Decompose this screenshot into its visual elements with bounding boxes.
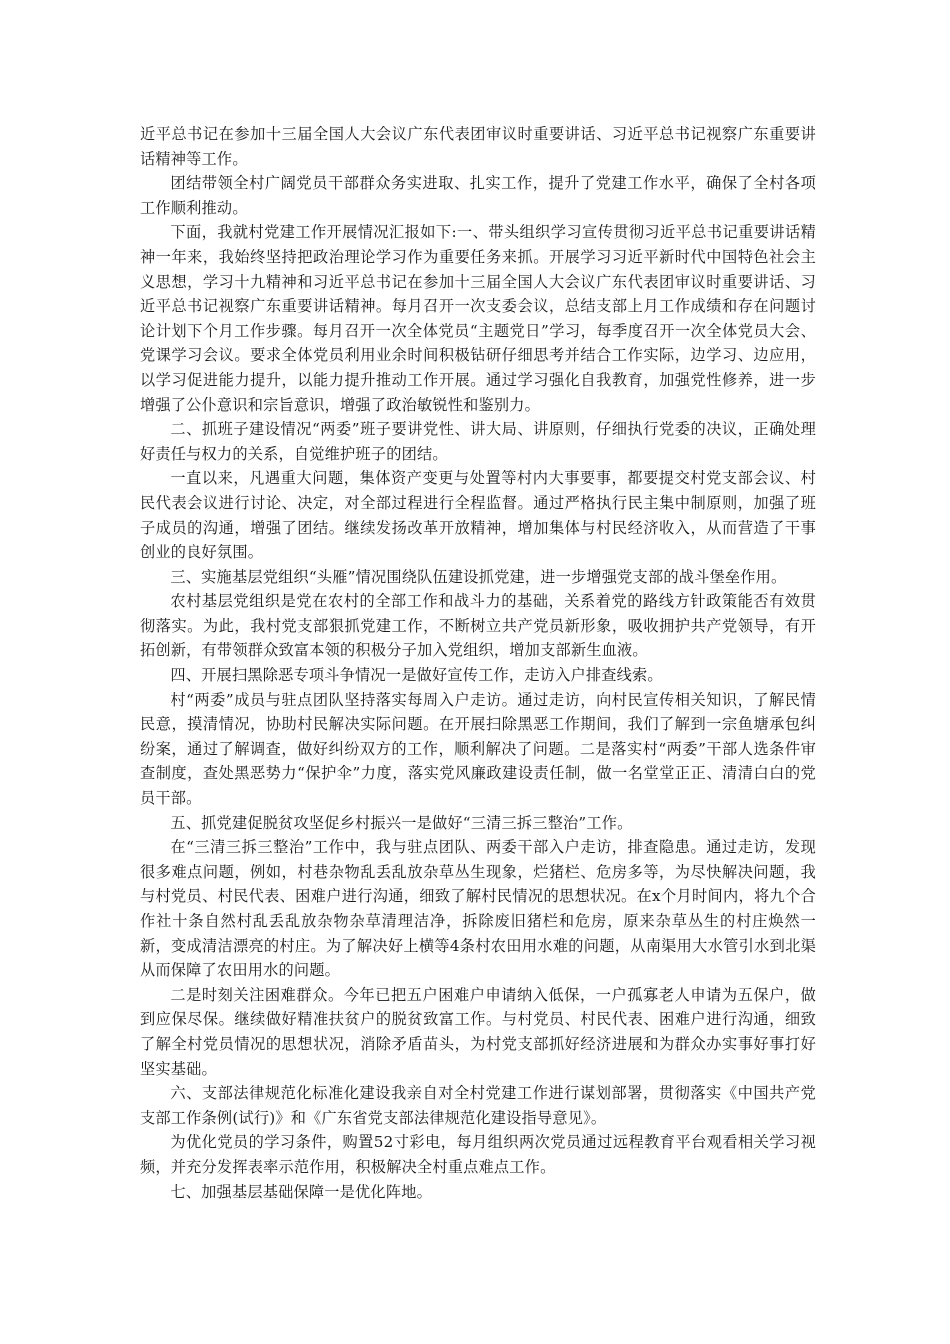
paragraph-15: 七、加强基层基础保障一是优化阵地。 xyxy=(170,1182,432,1201)
paragraph-2: 团结带领全村广阔党员干部群众务实进取、扎实工作，提升了党建工作水平，确保了全村各项工作顺利推动。 xyxy=(140,174,816,217)
paragraph-7: 农村基层党组织是党在农村的全部工作和战斗力的基础，关系着党的路线方针政策能否有效贯彻落实。为此，我村党支部狠抓党建工作，不断树立共产党员新形象，吸收拥护共产党领导，有开拓创新，有带领群众致富本领的积极分子加入党组织，增加支部新生血液。 xyxy=(140,592,816,660)
paragraph-8: 四、开展扫黑除恶专项斗争情况一是做好宣传工作，走访入户排查线索。 xyxy=(170,666,663,685)
paragraph-14: 为优化党员的学习条件，购置52寸彩电，每月组织两次党员通过远程教育平台观看相关学习视频，并充分发挥表率示范作用，积极解决全村重点难点工作。 xyxy=(140,1133,816,1176)
document-body xyxy=(140,122,816,1204)
paragraph-13: 六、支部法律规范化标准化建设我亲自对全村党建工作进行谋划部署，贯彻落实《中国共产党支部工作条例(试行)》和《广东省党支部法律规范化建设指导意见》。 xyxy=(140,1084,816,1127)
paragraph-5: 一直以来，凡遇重大问题，集体资产变更与处置等村内大事要事，都要提交村党支部会议、村民代表会议进行讨论、决定，对全部过程进行全程监督。通过严格执行民主集中制原则，加强了班子成员的沟通，增强了团结。继续发扬改革开放精神，增加集体与村民经济收入，从而营造了干事创业的良好氛围。 xyxy=(140,469,816,562)
paragraph-9: 村“两委”成员与驻点团队坚持落实每周入户走访。通过走访，向村民宣传相关知识，了解民情民意，摸清情况，协助村民解决实际问题。在开展扫除黑恶工作期间，我们了解到一宗鱼塘承包纠纷案，通过了解调查，做好纠纷双方的工作，顺利解决了问题。二是落实村“两委”干部人选条件审查制度，查处黑恶势力“保护伞”力度，落实党风廉政建设责任制，做一名堂堂正正、清清白白的党员干部。 xyxy=(140,690,816,808)
paragraph-12: 二是时刻关注困难群众。今年已把五户困难户申请纳入低保，一户孤寡老人申请为五保户，做到应保尽保。继续做好精准扶贫户的脱贫致富工作。与村党员、村民代表、困难户进行沟通，细致了解全村党员情况的思想状况，消除矛盾苗头，为村党支部抓好经济进展和为群众办实事好事打好坚实基础。 xyxy=(140,985,816,1078)
paragraph-3: 下面，我就村党建工作开展情况汇报如下:一、带头组织学习宣传贯彻习近平总书记重要讲话精神一年来，我始终坚持把政治理论学习作为重要任务来抓。开展学习习近平新时代中国特色社会主义思想，学习十九精神和习近平总书记在参加十三届全国人大会议广东代表团审议时重要讲话、习近平总书记视察广东重要讲话精神。每月召开一次支委会议，总结支部上月工作成绩和存在问题讨论计划下个月工作步骤。每月召开一次全体党员“主题党日”学习，每季度召开一次全体党员大会、党课学习会议。要求全体党员利用业余时间积极钻研仔细思考并结合工作实际，边学习、边应用，以学习促进能力提升，以能力提升推动工作开展。通过学习强化自我教育，加强党性修养，进一步增强了公仆意识和宗旨意识，增强了政治敏锐性和鉴别力。 xyxy=(140,223,816,414)
paragraph-6: 三、实施基层党组织“头雁”情况围绕队伍建设抓党建，进一步增强党支部的战斗堡垒作用。 xyxy=(170,567,787,586)
paragraph-4: 二、抓班子建设情况“两委”班子要讲党性、讲大局、讲原则，仔细执行党委的决议，正确处理好责任与权力的关系，自觉维护班子的团结。 xyxy=(140,420,816,463)
paragraph-10: 五、抓党建促脱贫攻坚促乡村振兴一是做好“三清三拆三整治”工作。 xyxy=(170,813,633,832)
paragraph-11: 在“三清三拆三整治”工作中，我与驻点团队、两委干部入户走访，排查隐患。通过走访，发现很多难点问题，例如，村巷杂物乱丢乱放杂草丛生现象，烂猪栏、危房多等，为尽快解决问题，我与村党员、村民代表、困难户进行沟通，细致了解村民情况的思想状况。在x个月时间内，将九个合作社十条自然村乱丢乱放杂物杂草清理洁净，拆除废旧猪栏和危房，原来杂草丛生的村庄焕然一新，变成清洁漂亮的村庄。为了解决好上横等4条村农田用水难的问题，从南渠用大水管引水到北渠从而保障了农田用水的问题。 xyxy=(140,838,816,980)
paragraph-1: 近平总书记在参加十三届全国人大会议广东代表团审议时重要讲话、习近平总书记视察广东重要讲话精神等工作。 xyxy=(140,125,816,168)
